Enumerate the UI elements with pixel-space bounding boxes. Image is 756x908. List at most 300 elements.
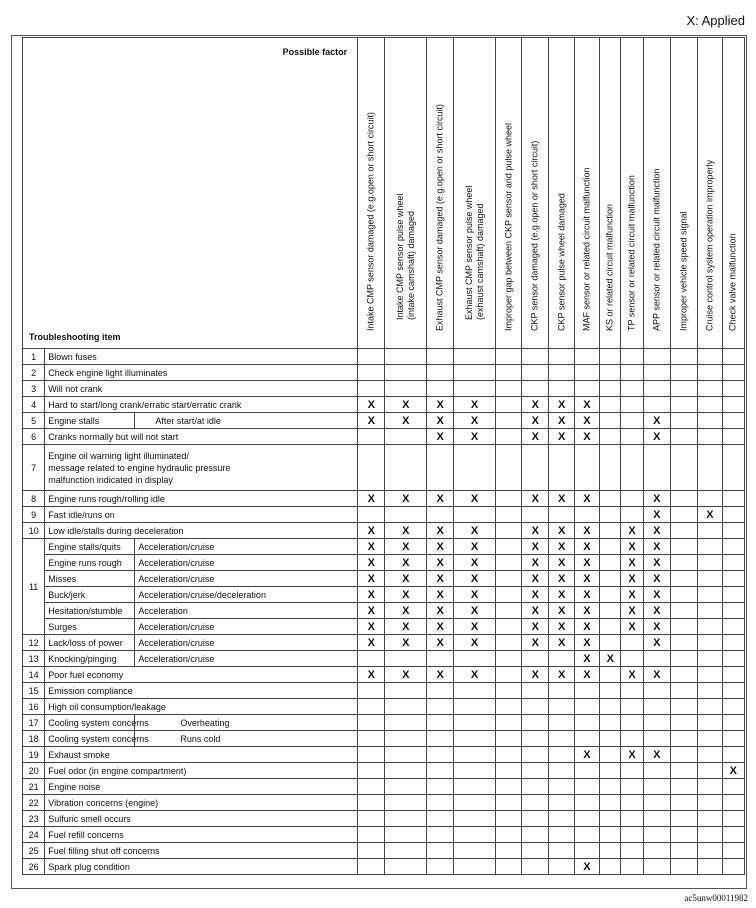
mark-cell xyxy=(427,779,454,795)
mark-cell xyxy=(495,683,521,699)
mark-cell xyxy=(385,445,427,491)
row-number: 19 xyxy=(23,747,45,763)
mark-cell xyxy=(670,827,697,843)
factor-label: Improper gap between CKP sensor and pulse wheel xyxy=(503,123,513,331)
mark-cell xyxy=(454,365,496,381)
item-text: Cranks normally but will not start xyxy=(45,429,358,445)
mark-cell xyxy=(643,523,670,539)
mark-cell xyxy=(549,413,574,429)
applied-mark: X xyxy=(583,430,591,443)
mark-cell xyxy=(621,811,643,827)
applied-mark: X xyxy=(470,620,479,633)
mark-cell xyxy=(643,365,670,381)
applied-mark: X xyxy=(470,556,479,569)
mark-cell xyxy=(495,413,521,429)
condition-text: Acceleration/cruise xyxy=(135,635,358,651)
applied-mark: X xyxy=(557,492,566,505)
mark-cell xyxy=(522,491,549,507)
mark-cell xyxy=(698,651,722,667)
mark-cell xyxy=(427,827,454,843)
mark-cell xyxy=(385,555,427,571)
table-row xyxy=(23,635,745,651)
mark-cell xyxy=(522,619,549,635)
factor-header-2 xyxy=(385,38,427,349)
item-text: Engine runs rough xyxy=(45,555,135,571)
mark-cell xyxy=(358,523,385,539)
mark-cell xyxy=(358,715,385,731)
mark-cell xyxy=(495,699,521,715)
mark-cell xyxy=(495,587,521,603)
mark-cell xyxy=(358,491,385,507)
mark-cell xyxy=(574,859,599,875)
mark-cell xyxy=(522,795,549,811)
mark-cell xyxy=(574,795,599,811)
factor-label: APP sensor or related circuit malfunction xyxy=(651,168,662,331)
mark-cell xyxy=(385,603,427,619)
row-number: 17 xyxy=(23,715,45,731)
applied-mark: X xyxy=(436,572,444,585)
applied-mark: X xyxy=(436,398,444,411)
mark-cell xyxy=(549,827,574,843)
mark-cell xyxy=(358,811,385,827)
condition-text: Acceleration/cruise xyxy=(135,651,358,667)
mark-cell xyxy=(722,603,744,619)
mark-cell xyxy=(495,507,521,523)
mark-cell xyxy=(698,397,722,413)
item-text: Surges xyxy=(45,619,135,635)
item-text: Hesitation/stumble xyxy=(45,603,135,619)
mark-cell xyxy=(522,683,549,699)
mark-cell xyxy=(574,699,599,715)
mark-cell xyxy=(454,571,496,587)
mark-cell xyxy=(522,397,549,413)
table-row xyxy=(23,507,745,523)
mark-cell xyxy=(722,683,744,699)
mark-cell xyxy=(454,651,496,667)
table-row xyxy=(23,667,745,683)
mark-cell xyxy=(549,795,574,811)
mark-cell xyxy=(549,523,574,539)
factor-label: Exhaust CMP sensor pulse wheel (exhaust camshaft) damaged xyxy=(463,185,485,320)
applied-mark: X xyxy=(470,540,479,553)
mark-cell xyxy=(698,731,722,747)
item-text: Lack/loss of power xyxy=(45,635,135,651)
mark-cell xyxy=(385,381,427,397)
mark-cell xyxy=(670,523,697,539)
mark-cell xyxy=(722,619,744,635)
mark-cell xyxy=(574,619,599,635)
mark-cell xyxy=(574,587,599,603)
mark-cell xyxy=(549,699,574,715)
applied-mark: X xyxy=(628,620,636,633)
mark-cell xyxy=(698,445,722,491)
mark-cell xyxy=(698,683,722,699)
item-text: Poor fuel economy xyxy=(45,667,358,683)
mark-cell xyxy=(643,619,670,635)
item-text: Sulfuric smell occurs xyxy=(45,811,358,827)
mark-cell xyxy=(600,715,621,731)
mark-cell xyxy=(522,651,549,667)
mark-cell xyxy=(454,413,496,429)
mark-cell xyxy=(522,587,549,603)
mark-cell xyxy=(495,747,521,763)
mark-cell xyxy=(722,413,744,429)
mark-cell xyxy=(385,827,427,843)
mark-cell xyxy=(495,381,521,397)
applied-mark: X xyxy=(628,588,636,601)
mark-cell xyxy=(427,397,454,413)
mark-cell xyxy=(454,635,496,651)
mark-cell xyxy=(670,555,697,571)
mark-cell xyxy=(698,507,722,523)
applied-mark: X xyxy=(557,430,566,443)
mark-cell xyxy=(600,779,621,795)
mark-cell xyxy=(600,795,621,811)
mark-cell xyxy=(698,539,722,555)
mark-cell xyxy=(643,715,670,731)
mark-cell xyxy=(722,667,744,683)
item-text: Low idle/stalls during deceleration xyxy=(45,523,358,539)
mark-cell xyxy=(427,619,454,635)
mark-cell xyxy=(670,699,697,715)
table-row xyxy=(23,699,745,715)
applied-mark: X xyxy=(436,540,444,553)
mark-cell xyxy=(385,635,427,651)
applied-mark: X xyxy=(557,668,566,681)
mark-cell xyxy=(495,429,521,445)
mark-cell xyxy=(621,365,643,381)
row-number: 20 xyxy=(23,763,45,779)
applied-mark: X xyxy=(653,620,661,633)
mark-cell xyxy=(522,349,549,365)
factor-label: Cruise control system operation improperly xyxy=(704,159,715,331)
applied-mark: X xyxy=(583,556,591,569)
table-row xyxy=(23,715,745,731)
mark-cell xyxy=(454,491,496,507)
mark-cell xyxy=(643,507,670,523)
mark-cell xyxy=(670,413,697,429)
mark-cell xyxy=(698,715,722,731)
row-number: 12 xyxy=(23,635,45,651)
mark-cell xyxy=(722,715,744,731)
row-number: 2 xyxy=(23,365,45,381)
applied-mark: X xyxy=(628,604,636,617)
applied-mark: X xyxy=(653,508,661,521)
mark-cell xyxy=(385,683,427,699)
mark-cell xyxy=(670,795,697,811)
mark-cell xyxy=(643,731,670,747)
applied-mark: X xyxy=(653,748,661,761)
mark-cell xyxy=(549,445,574,491)
applied-mark: X xyxy=(628,556,636,569)
mark-cell xyxy=(427,747,454,763)
row-number: 26 xyxy=(23,859,45,875)
mark-cell xyxy=(574,555,599,571)
factor-label: Intake CMP sensor damaged (e.g.open or short circuit) xyxy=(365,112,376,331)
mark-cell xyxy=(600,349,621,365)
mark-cell xyxy=(454,763,496,779)
table-row xyxy=(23,523,745,539)
item-text: Vibration concerns (engine) xyxy=(45,795,358,811)
mark-cell xyxy=(454,507,496,523)
mark-cell xyxy=(698,381,722,397)
applied-mark: X xyxy=(653,588,661,601)
mark-cell xyxy=(385,715,427,731)
mark-cell xyxy=(522,731,549,747)
mark-cell xyxy=(643,413,670,429)
mark-cell xyxy=(574,445,599,491)
mark-cell xyxy=(722,747,744,763)
condition-text: Runs cold xyxy=(135,731,358,747)
mark-cell xyxy=(574,365,599,381)
row-number: 22 xyxy=(23,795,45,811)
mark-cell xyxy=(385,349,427,365)
mark-cell xyxy=(495,795,521,811)
applied-mark: X xyxy=(436,636,444,649)
mark-cell xyxy=(621,667,643,683)
row-number: 24 xyxy=(23,827,45,843)
mark-cell xyxy=(698,763,722,779)
mark-cell xyxy=(643,795,670,811)
applied-mark: X xyxy=(583,604,591,617)
row-number: 1 xyxy=(23,349,45,365)
mark-cell xyxy=(698,635,722,651)
table-row xyxy=(23,397,745,413)
mark-cell xyxy=(600,699,621,715)
mark-cell xyxy=(385,667,427,683)
mark-cell xyxy=(495,859,521,875)
mark-cell xyxy=(670,491,697,507)
applied-mark: X xyxy=(531,668,539,681)
mark-cell xyxy=(600,429,621,445)
row-number: 10 xyxy=(23,523,45,539)
mark-cell xyxy=(574,603,599,619)
mark-cell xyxy=(574,715,599,731)
applied-mark: X xyxy=(367,588,375,601)
mark-cell xyxy=(722,523,744,539)
mark-cell xyxy=(698,859,722,875)
mark-cell xyxy=(427,683,454,699)
mark-cell xyxy=(643,381,670,397)
mark-cell xyxy=(427,491,454,507)
applied-mark: X xyxy=(402,588,410,601)
factor-label: KS or related circuit malfunction xyxy=(604,203,615,331)
condition-text: Acceleration/cruise xyxy=(135,619,358,635)
item-text: Emission compliance xyxy=(45,683,358,699)
mark-cell xyxy=(358,571,385,587)
mark-cell xyxy=(522,445,549,491)
mark-cell xyxy=(574,731,599,747)
table-row xyxy=(23,587,745,603)
mark-cell xyxy=(621,603,643,619)
mark-cell xyxy=(621,699,643,715)
applied-mark: X xyxy=(402,572,410,585)
mark-cell xyxy=(722,381,744,397)
row-number: 7 xyxy=(23,445,45,491)
mark-cell xyxy=(549,731,574,747)
item-text: Spark plug condition xyxy=(45,859,358,875)
mark-cell xyxy=(574,429,599,445)
mark-cell xyxy=(621,731,643,747)
applied-mark: X xyxy=(531,492,539,505)
mark-cell xyxy=(621,413,643,429)
applied-mark: X xyxy=(583,540,591,553)
mark-cell xyxy=(643,635,670,651)
mark-cell xyxy=(454,603,496,619)
mark-cell xyxy=(495,843,521,859)
applied-mark: X xyxy=(470,430,479,443)
mark-cell xyxy=(600,635,621,651)
row-number: 6 xyxy=(23,429,45,445)
mark-cell xyxy=(698,827,722,843)
mark-cell xyxy=(698,619,722,635)
mark-cell xyxy=(427,715,454,731)
applied-mark: X xyxy=(557,398,566,411)
factor-header-12 xyxy=(670,38,697,349)
mark-cell xyxy=(385,699,427,715)
mark-cell xyxy=(574,747,599,763)
mark-cell xyxy=(454,827,496,843)
mark-cell xyxy=(454,381,496,397)
mark-cell xyxy=(427,555,454,571)
mark-cell xyxy=(385,843,427,859)
factor-label: Check valve malfunction xyxy=(727,233,738,331)
table-row xyxy=(23,445,745,491)
mark-cell xyxy=(495,715,521,731)
mark-cell xyxy=(722,811,744,827)
mark-cell xyxy=(643,827,670,843)
mark-cell xyxy=(549,683,574,699)
applied-mark: X xyxy=(653,524,661,537)
mark-cell xyxy=(621,779,643,795)
applied-mark: X xyxy=(606,652,614,665)
mark-cell xyxy=(385,747,427,763)
condition-text: Acceleration xyxy=(135,603,358,619)
mark-cell xyxy=(549,587,574,603)
mark-cell xyxy=(621,429,643,445)
applied-mark: X xyxy=(402,524,410,537)
mark-cell xyxy=(358,587,385,603)
mark-cell xyxy=(549,491,574,507)
mark-cell xyxy=(574,507,599,523)
mark-cell xyxy=(385,365,427,381)
table-row xyxy=(23,539,745,555)
mark-cell xyxy=(600,667,621,683)
mark-cell xyxy=(454,715,496,731)
applied-mark: X xyxy=(557,604,566,617)
applied-mark: X xyxy=(367,636,375,649)
mark-cell xyxy=(600,507,621,523)
mark-cell xyxy=(600,555,621,571)
mark-cell xyxy=(621,571,643,587)
mark-cell xyxy=(643,445,670,491)
applied-mark: X xyxy=(402,668,410,681)
condition-text: Acceleration/cruise/deceleration xyxy=(135,587,358,603)
mark-cell xyxy=(670,507,697,523)
troubleshooting-item-label: Troubleshooting item xyxy=(29,332,121,342)
mark-cell xyxy=(698,699,722,715)
mark-cell xyxy=(358,747,385,763)
item-text: Engine runs rough/rolling idle xyxy=(45,491,358,507)
mark-cell xyxy=(522,699,549,715)
applied-mark: X xyxy=(402,414,410,427)
mark-cell xyxy=(427,381,454,397)
mark-cell xyxy=(385,413,427,429)
item-text: High oil consumption/leakage xyxy=(45,699,358,715)
applied-mark: X xyxy=(557,636,566,649)
table-row xyxy=(23,491,745,507)
mark-cell xyxy=(698,413,722,429)
mark-cell xyxy=(549,651,574,667)
mark-cell xyxy=(670,539,697,555)
item-text: Fast idle/runs on xyxy=(45,507,358,523)
mark-cell xyxy=(427,859,454,875)
applied-mark: X xyxy=(583,860,591,873)
table-row xyxy=(23,619,745,635)
mark-cell xyxy=(621,491,643,507)
mark-cell xyxy=(522,507,549,523)
table-row xyxy=(23,747,745,763)
mark-cell xyxy=(621,715,643,731)
mark-cell xyxy=(454,731,496,747)
mark-cell xyxy=(670,811,697,827)
condition-text: After start/at idle xyxy=(135,413,358,429)
mark-cell xyxy=(643,747,670,763)
mark-cell xyxy=(495,603,521,619)
mark-cell xyxy=(427,603,454,619)
applied-mark: X xyxy=(531,540,539,553)
mark-cell xyxy=(358,381,385,397)
row-number: 8 xyxy=(23,491,45,507)
mark-cell xyxy=(600,747,621,763)
troubleshooting-table xyxy=(22,37,745,875)
row-number: 14 xyxy=(23,667,45,683)
applied-mark: X xyxy=(583,636,591,649)
mark-cell xyxy=(549,397,574,413)
mark-cell xyxy=(427,429,454,445)
factor-header-9 xyxy=(600,38,621,349)
mark-cell xyxy=(427,763,454,779)
mark-cell xyxy=(722,445,744,491)
mark-cell xyxy=(522,365,549,381)
table-row xyxy=(23,779,745,795)
mark-cell xyxy=(427,699,454,715)
mark-cell xyxy=(643,491,670,507)
mark-cell xyxy=(698,603,722,619)
mark-cell xyxy=(495,365,521,381)
condition-text: Acceleration/cruise xyxy=(135,571,358,587)
mark-cell xyxy=(549,779,574,795)
mark-cell xyxy=(722,397,744,413)
mark-cell xyxy=(454,747,496,763)
table-row xyxy=(23,603,745,619)
mark-cell xyxy=(600,397,621,413)
mark-cell xyxy=(454,859,496,875)
mark-cell xyxy=(574,827,599,843)
mark-cell xyxy=(495,651,521,667)
mark-cell xyxy=(495,539,521,555)
applied-mark: X xyxy=(367,668,375,681)
mark-cell xyxy=(358,539,385,555)
mark-cell xyxy=(621,539,643,555)
applied-mark: X xyxy=(367,556,375,569)
mark-cell xyxy=(670,429,697,445)
applied-mark: X xyxy=(557,620,566,633)
mark-cell xyxy=(522,429,549,445)
applied-mark: X xyxy=(402,620,410,633)
mark-cell xyxy=(427,365,454,381)
applied-mark: X xyxy=(402,604,410,617)
